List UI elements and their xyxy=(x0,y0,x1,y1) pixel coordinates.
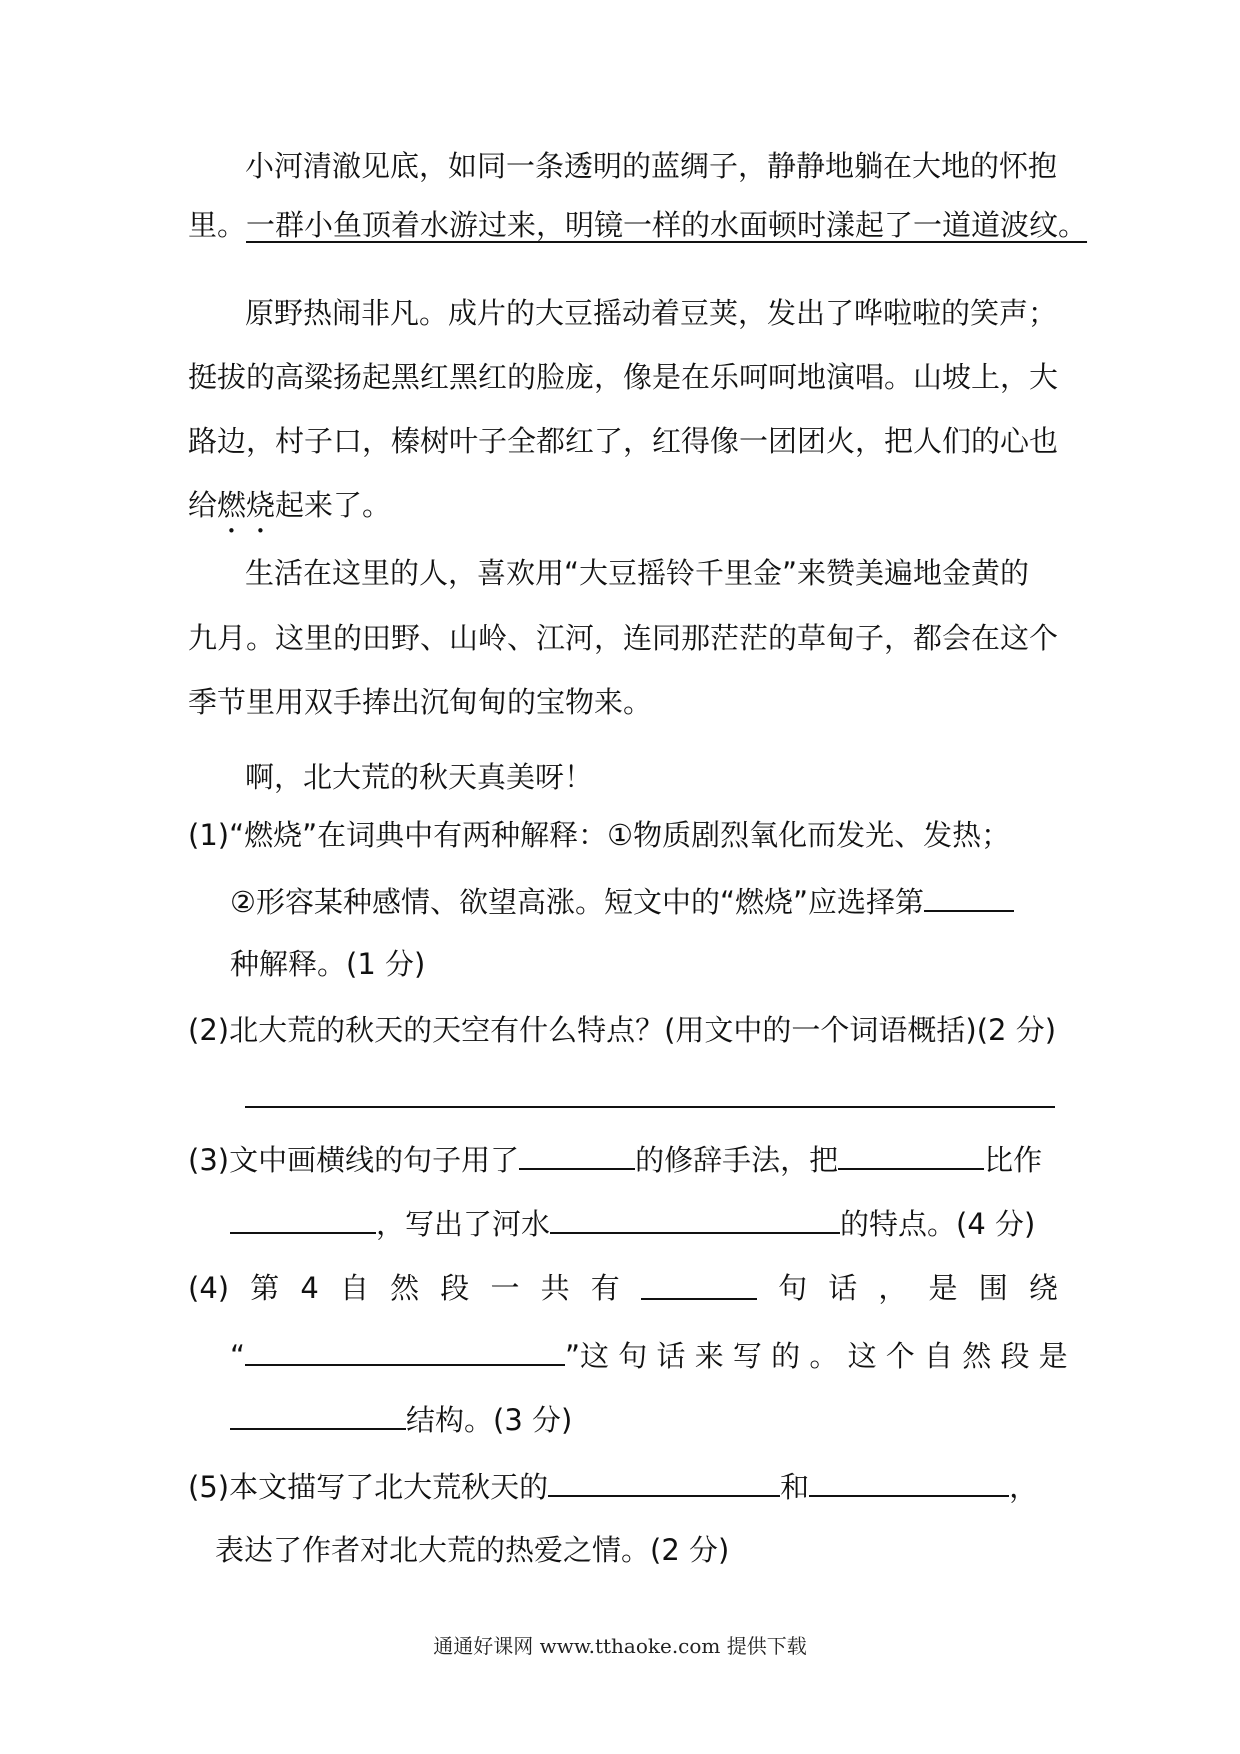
question-text: 的特点。(4 分) xyxy=(840,1207,1036,1241)
passage-line: 路边，村子口，榛树叶子全都红了，红得像一团团火，把人们的心也 xyxy=(188,424,1059,458)
question-word: 第 xyxy=(250,1271,280,1305)
question-word: 绕 xyxy=(1028,1271,1058,1305)
question-text: 和 xyxy=(780,1470,810,1504)
answer-blank[interactable] xyxy=(641,1268,757,1300)
question-5-line xyxy=(188,1465,1038,1507)
question-1-line: (1)“燃烧”在词典中有两种解释：①物质剧烈氧化而发光、发热； xyxy=(188,818,1011,852)
passage-line xyxy=(188,205,1087,245)
question-text: 的修辞手法，把 xyxy=(635,1143,839,1177)
question-word: 有 xyxy=(590,1271,620,1305)
passage-line: 挺拔的高粱扬起黑红黑红的脸庞，像是在乐呵呵地演唱。山坡上，大 xyxy=(188,360,1059,394)
question-word: 围 xyxy=(978,1271,1008,1305)
question-word: 句 xyxy=(778,1271,808,1305)
question-3-line xyxy=(230,1202,1035,1244)
passage-line: 啊，北大荒的秋天真美呀！ xyxy=(245,760,594,794)
passage-line: 九月。这里的田野、山岭、江河，连同那茫茫的草甸子，都会在这个 xyxy=(188,621,1059,655)
question-word: 自 xyxy=(339,1271,369,1305)
answer-blank[interactable] xyxy=(550,1202,840,1234)
answer-blank[interactable] xyxy=(924,880,1014,912)
question-word: 共 xyxy=(540,1271,570,1305)
question-2-line: (2)北大荒的秋天的天空有什么特点？(用文中的一个词语概括)(2 分) xyxy=(188,1013,1057,1047)
question-4-line xyxy=(230,1334,1068,1376)
question-text: ②形容某种感情、欲望高涨。短文中的“燃烧”应选择第 xyxy=(230,885,925,919)
answer-line[interactable] xyxy=(245,1106,1055,1108)
question-4-line xyxy=(188,1268,1058,1308)
underlined-sentence: 一群小鱼顶着水游过来，明镜一样的水面顿时漾起了一道道波纹。 xyxy=(246,208,1088,242)
question-text: (3)文中画横线的句子用了 xyxy=(188,1143,520,1177)
passage-line: 季节里用双手捧出沉甸甸的宝物来。 xyxy=(188,685,653,719)
question-word: 段 xyxy=(440,1271,470,1305)
footer-credit: 通通好课网 www.tthaoke.com 提供下载 xyxy=(433,1634,807,1658)
question-word: 然 xyxy=(390,1271,420,1305)
answer-blank[interactable] xyxy=(230,1398,406,1430)
dotted-word: 燃烧 xyxy=(217,488,276,522)
answer-blank[interactable] xyxy=(519,1138,635,1170)
question-text: “ xyxy=(230,1339,246,1373)
passage-text: 里。 xyxy=(188,208,247,242)
question-text: ”这 句 话 来 写 的 。 这 个 自 然 段 是 xyxy=(565,1339,1068,1373)
question-text: (5)本文描写了北大荒秋天的 xyxy=(188,1470,549,1504)
question-1-line xyxy=(230,880,1014,922)
answer-blank[interactable] xyxy=(230,1202,376,1234)
question-word: 4 xyxy=(300,1271,319,1305)
answer-blank[interactable] xyxy=(838,1138,984,1170)
passage-text: 起来了。 xyxy=(275,488,392,522)
passage-text: 给 xyxy=(188,488,218,522)
question-text: ，写出了河水 xyxy=(376,1207,551,1241)
question-text: 比作 xyxy=(984,1143,1043,1177)
answer-blank[interactable] xyxy=(245,1334,565,1366)
passage-line xyxy=(188,485,391,540)
question-4-line xyxy=(230,1398,572,1440)
question-word: 话 xyxy=(828,1271,858,1305)
question-3-line xyxy=(188,1138,1042,1180)
passage-line: 小河清澈见底，如同一条透明的蓝绸子，静静地躺在大地的怀抱 xyxy=(245,149,1058,183)
question-word: 一 xyxy=(490,1271,520,1305)
answer-blank[interactable] xyxy=(809,1465,1009,1497)
question-text: 结构。(3 分) xyxy=(406,1403,573,1437)
question-1-line: 种解释。(1 分) xyxy=(230,947,426,981)
question-text: ， xyxy=(1009,1470,1039,1504)
question-word: 是 xyxy=(928,1271,958,1305)
question-5-line: 表达了作者对北大荒的热爱之情。(2 分) xyxy=(215,1533,730,1567)
question-word: (4) xyxy=(188,1271,230,1305)
answer-blank[interactable] xyxy=(548,1465,780,1497)
passage-line: 原野热闹非凡。成片的大豆摇动着豆荚，发出了哗啦啦的笑声； xyxy=(245,296,1058,330)
question-word: ， xyxy=(878,1271,908,1305)
passage-line: 生活在这里的人，喜欢用“大豆摇铃千里金”来赞美遍地金黄的 xyxy=(245,556,1030,590)
